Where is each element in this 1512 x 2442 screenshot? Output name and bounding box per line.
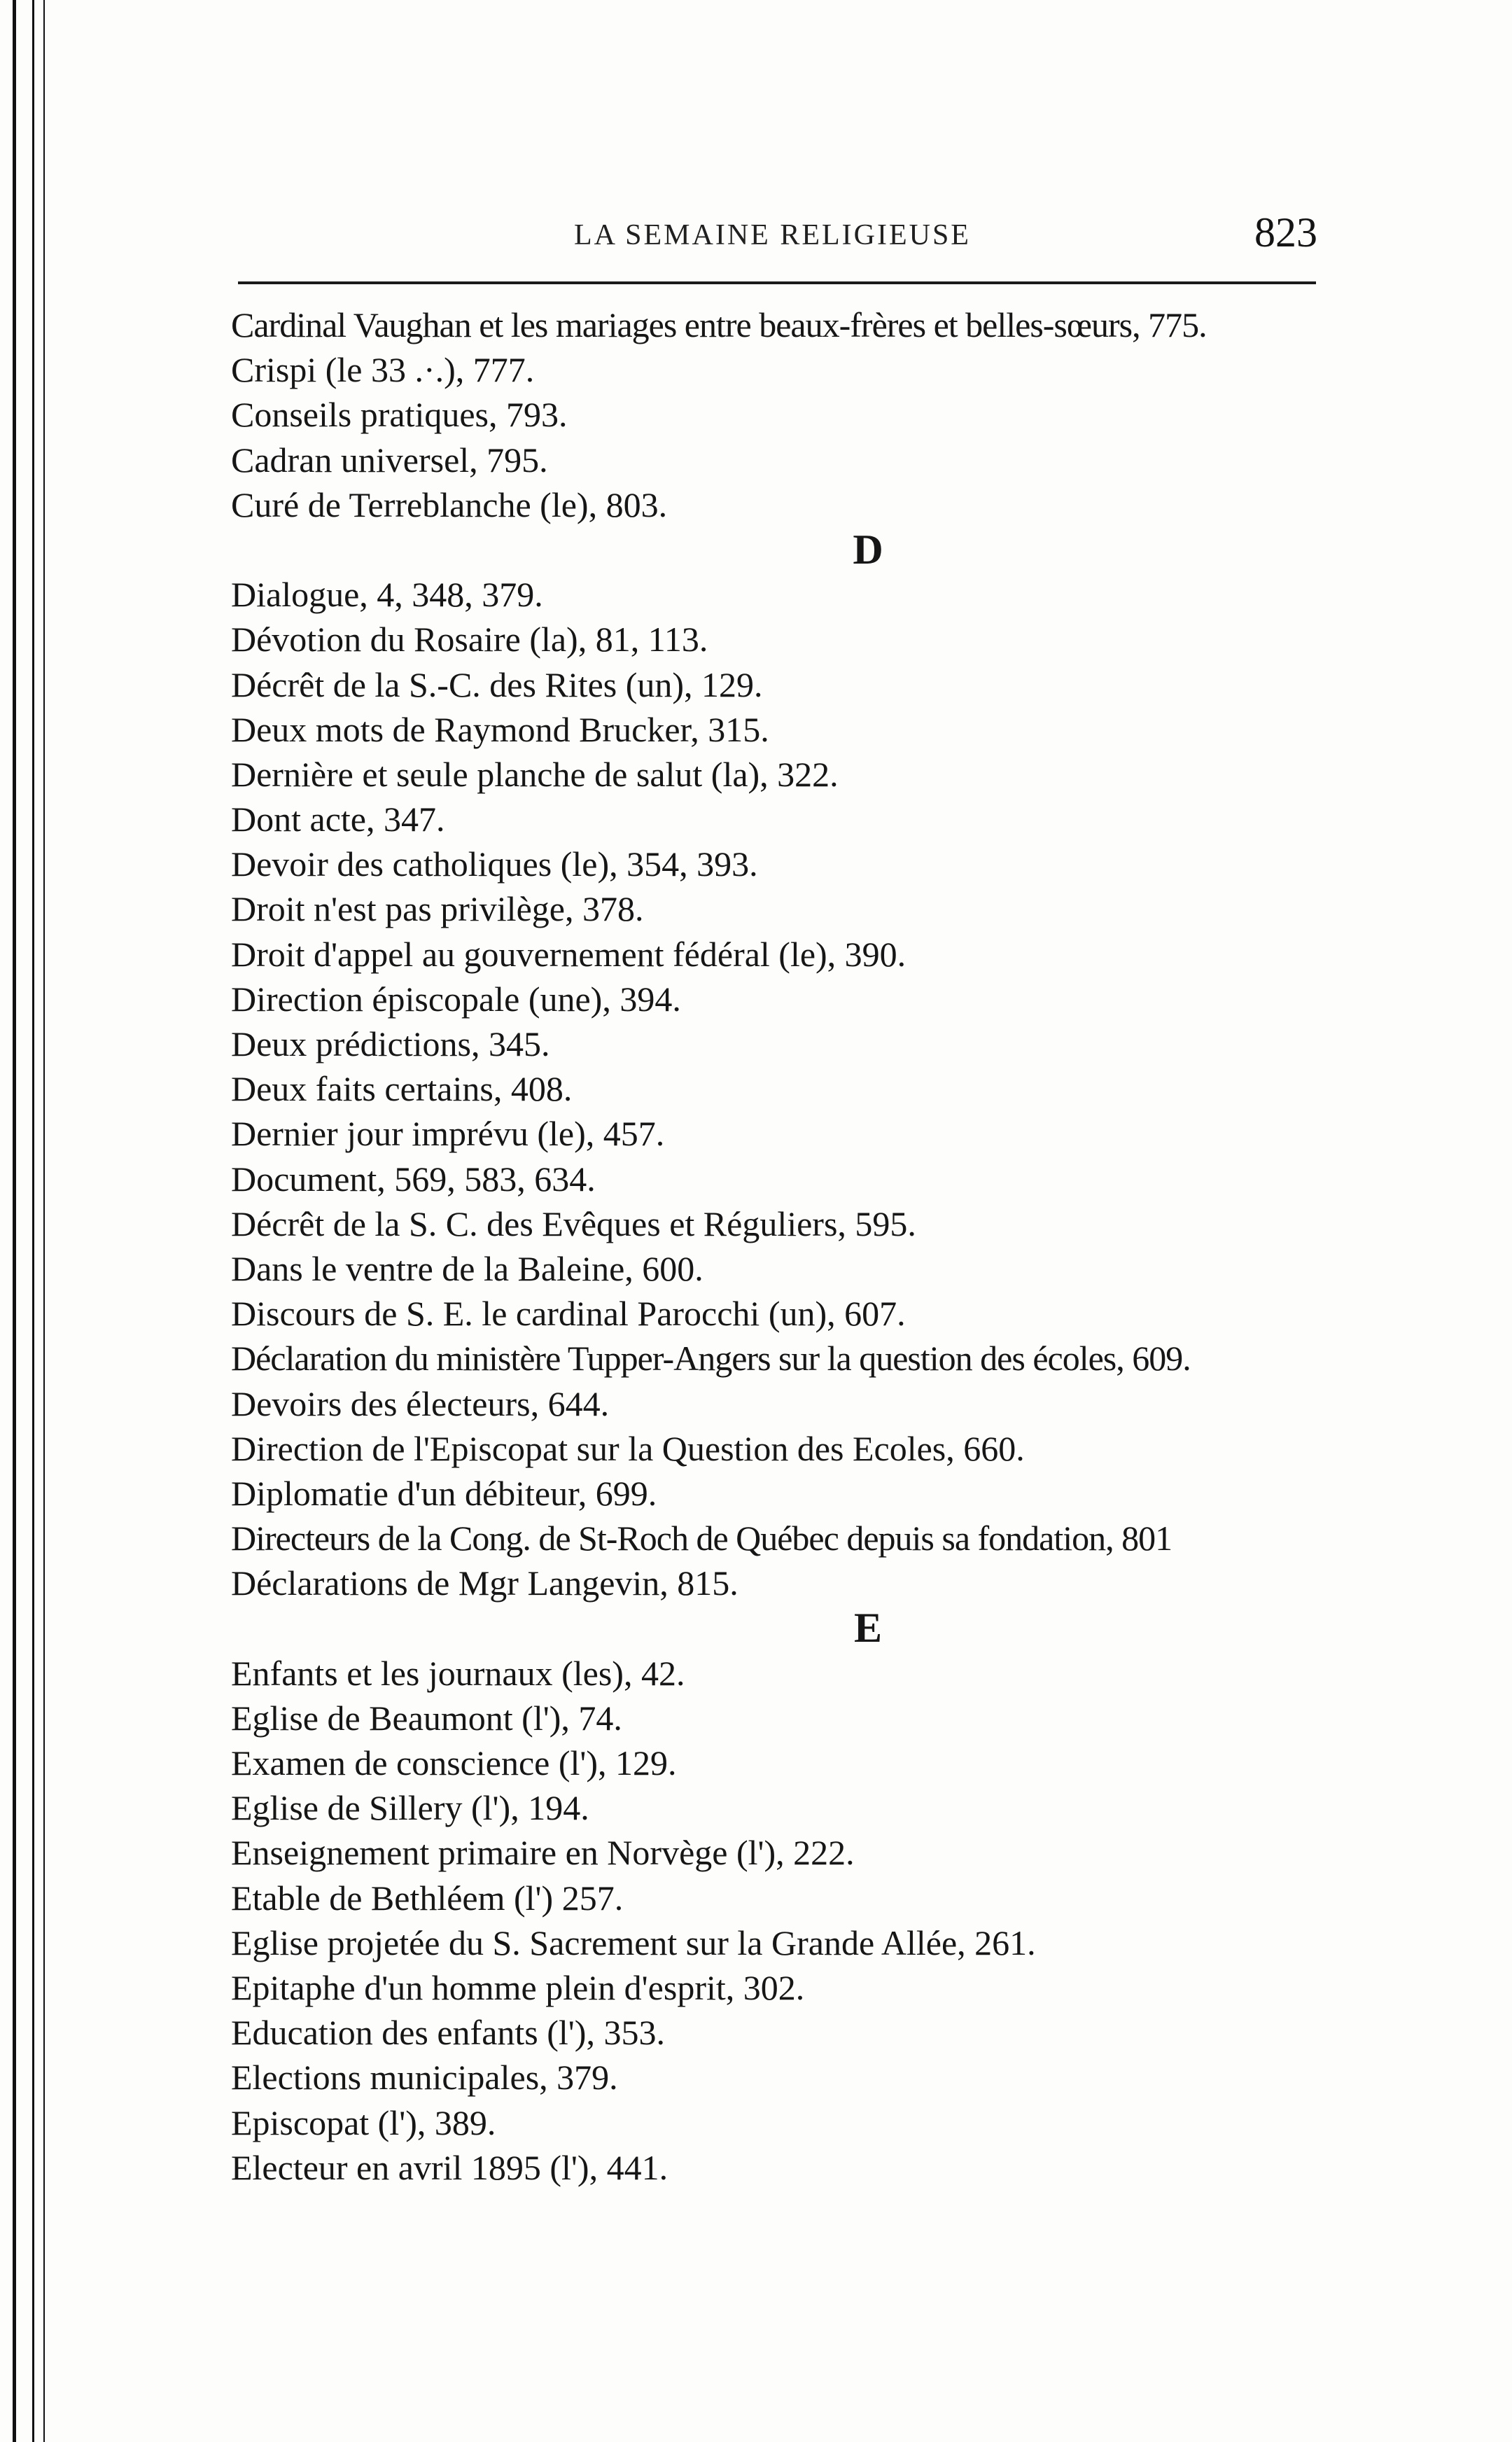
index-entry: Décrêt de la S.-C. des Rites (un), 129. bbox=[231, 664, 763, 704]
binding-edge-line bbox=[43, 0, 45, 2442]
index-entry: Dont acte, 347. bbox=[231, 800, 445, 839]
index-entry: Droit n'est pas privilège, 378. bbox=[231, 889, 644, 929]
index-entry: Deux prédictions, 345. bbox=[231, 1024, 550, 1063]
index-entry: Dévotion du Rosaire (la), 81, 113. bbox=[231, 620, 708, 660]
index-entry: Elections municipales, 379. bbox=[231, 2058, 618, 2098]
index-entry: Devoirs des électeurs, 644. bbox=[231, 1383, 610, 1423]
index-entry: Dernier jour imprévu (le), 457. bbox=[231, 1114, 665, 1154]
index-entry: Etable de Bethléem (l') 257. bbox=[231, 1878, 624, 1918]
index-entry: Deux mots de Raymond Brucker, 315. bbox=[231, 709, 769, 749]
section-letter-e: E bbox=[853, 1605, 883, 1652]
index-entry: Déclaration du ministère Tupper-Angers sur la question des écoles, 609. bbox=[231, 1339, 1191, 1379]
index-entry: Diplomatie d'un débiteur, 699. bbox=[231, 1473, 657, 1513]
index-entry: Direction de l'Episcopat sur la Question des Ecoles, 660. bbox=[231, 1428, 1025, 1468]
index-entry: Directeurs de la Cong. de St-Roch de Québec depuis sa fondation, 801 bbox=[231, 1519, 1172, 1558]
index-entries bbox=[231, 302, 1365, 2190]
index-entry: Décrêt de la S. C. des Evêques et Réguliers, 595. bbox=[231, 1203, 916, 1243]
index-entry: Eglise de Sillery (l'), 194. bbox=[231, 1788, 589, 1828]
running-header-title: LA SEMAINE RELIGIEUSE bbox=[574, 219, 971, 251]
index-entry: Curé de Terreblanche (le), 803. bbox=[231, 484, 668, 524]
index-entry: Examen de conscience (l'), 129. bbox=[231, 1743, 677, 1782]
index-entry: Dernière et seule planche de salut (la), 322. bbox=[231, 754, 839, 794]
index-entry: Electeur en avril 1895 (l'), 441. bbox=[231, 2147, 668, 2187]
index-entry: Devoir des catholiques (le), 354, 393. bbox=[231, 844, 758, 884]
index-entry: Education des enfants (l'), 353. bbox=[231, 2013, 665, 2053]
index-entry: Enseignement primaire en Norvège (l'), 222. bbox=[231, 1833, 855, 1873]
index-entry: Dialogue, 4, 348, 379. bbox=[231, 575, 543, 615]
section-letter-d: D bbox=[853, 526, 883, 573]
index-entry: Deux faits certains, 408. bbox=[231, 1069, 573, 1109]
index-entry: Eglise de Beaumont (l'), 74. bbox=[231, 1698, 622, 1738]
index-entry: Episcopat (l'), 389. bbox=[231, 2102, 496, 2142]
index-entry: Eglise projetée du S. Sacrement sur la Grande Allée, 261. bbox=[231, 1923, 1036, 1962]
binding-edge-line bbox=[13, 0, 16, 2442]
index-entry: Epitaphe d'un homme plein d'esprit, 302. bbox=[231, 1967, 805, 2007]
page-number: 823 bbox=[1254, 209, 1317, 256]
index-entry: Document, 569, 583, 634. bbox=[231, 1159, 596, 1199]
header-rule bbox=[238, 281, 1316, 284]
index-entry: Conseils pratiques, 793. bbox=[231, 395, 568, 435]
binding-edge-line bbox=[32, 0, 34, 2442]
index-entry: Enfants et les journaux (les), 42. bbox=[231, 1653, 685, 1693]
index-entry: Cardinal Vaughan et les mariages entre beaux-frères et belles-sœurs, 775. bbox=[231, 305, 1207, 344]
index-entry: Dans le ventre de la Baleine, 600. bbox=[231, 1248, 704, 1288]
index-entry: Déclarations de Mgr Langevin, 815. bbox=[231, 1563, 738, 1603]
index-entry: Droit d'appel au gouvernement fédéral (le), 390. bbox=[231, 934, 906, 974]
index-entry: Cadran universel, 795. bbox=[231, 440, 548, 480]
index-entry: Discours de S. E. le cardinal Parocchi (un), 607. bbox=[231, 1294, 906, 1334]
index-entry: Crispi (le 33 .·.), 777. bbox=[231, 350, 535, 390]
index-entry: Direction épiscopale (une), 394. bbox=[231, 979, 681, 1019]
